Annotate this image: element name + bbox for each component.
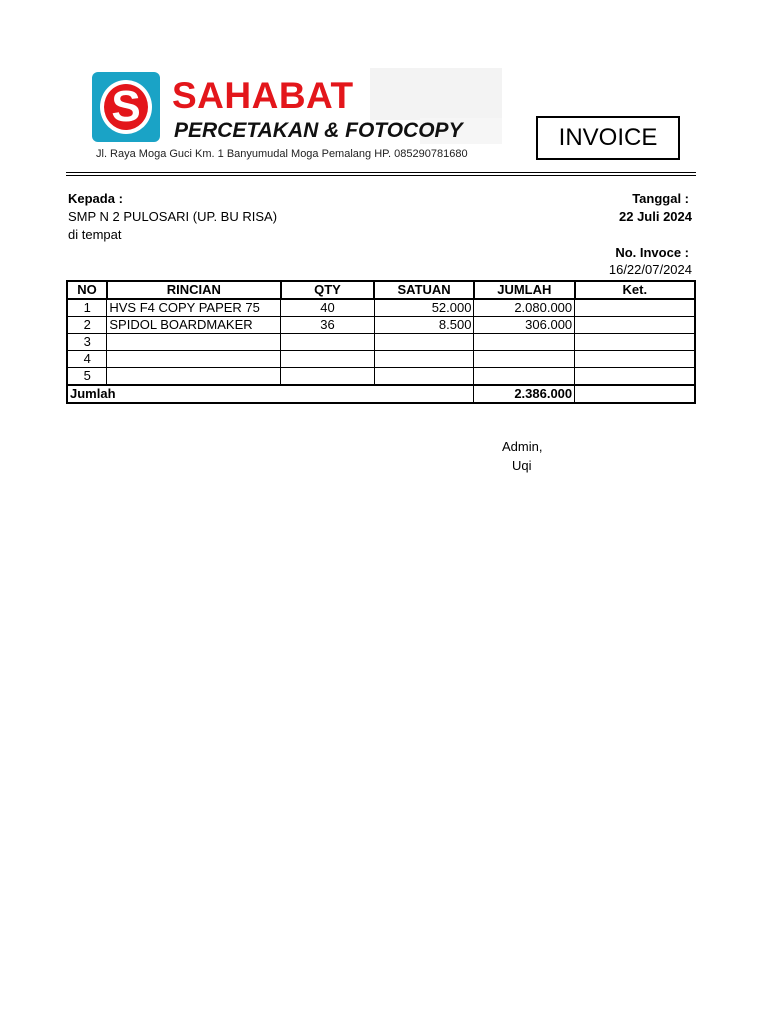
row-no: 2 <box>67 317 107 334</box>
table-row <box>67 368 695 386</box>
signature-name: Uqi <box>512 458 532 473</box>
recipient-name: SMP N 2 PULOSARI (UP. BU RISA) <box>68 209 278 224</box>
total-label: Jumlah <box>67 385 474 403</box>
column-header-jumlah: JUMLAH <box>474 281 575 299</box>
date-label: Tanggal : <box>632 191 689 206</box>
total-row <box>67 385 695 403</box>
row-note <box>575 317 695 334</box>
invoice-number: 16/22/07/2024 <box>608 262 692 277</box>
row-amount <box>474 334 575 351</box>
table-row <box>67 317 695 334</box>
letterhead-background <box>370 68 502 120</box>
brand-subtitle: PERCETAKAN & FOTOCOPY <box>174 119 463 142</box>
column-header-satuan: SATUAN <box>374 281 474 299</box>
row-qty <box>281 351 375 368</box>
row-note <box>575 351 695 368</box>
row-item <box>107 334 281 351</box>
row-no: 3 <box>67 334 107 351</box>
row-amount: 306.000 <box>474 317 575 334</box>
row-item: HVS F4 COPY PAPER 75 <box>107 299 281 317</box>
row-unit-price <box>374 334 474 351</box>
row-qty: 36 <box>281 317 375 334</box>
row-no: 1 <box>67 299 107 317</box>
invoice-table <box>66 280 696 404</box>
invoice-title: INVOICE <box>558 124 658 151</box>
row-unit-price <box>374 351 474 368</box>
row-unit-price: 8.500 <box>374 317 474 334</box>
recipient-place: di tempat <box>68 227 122 242</box>
column-header-no: NO <box>67 281 107 299</box>
row-qty <box>281 334 375 351</box>
brand-name: SAHABAT <box>172 75 354 116</box>
column-header-rincian: RINCIAN <box>107 281 281 299</box>
column-header-qty: QTY <box>281 281 375 299</box>
total-note <box>575 385 695 403</box>
row-note <box>575 368 695 386</box>
invoice-date: 22 Juli 2024 <box>619 209 692 224</box>
signature-role: Admin, <box>502 439 543 454</box>
recipient-label: Kepada : <box>68 191 123 206</box>
row-unit-price: 52.000 <box>374 299 474 317</box>
row-item: SPIDOL BOARDMAKER <box>107 317 281 334</box>
total-amount: 2.386.000 <box>474 385 575 403</box>
row-item <box>107 351 281 368</box>
header-divider <box>66 175 696 176</box>
column-header-ket: Ket. <box>575 281 695 299</box>
table-row <box>67 351 695 368</box>
row-note <box>575 299 695 317</box>
row-no: 4 <box>67 351 107 368</box>
row-unit-price <box>374 368 474 386</box>
table-row <box>67 299 695 317</box>
row-amount <box>474 351 575 368</box>
table-header-row <box>67 281 695 299</box>
table-row <box>67 334 695 351</box>
row-no: 5 <box>67 368 107 386</box>
company-address: Jl. Raya Moga Guci Km. 1 Banyumudal Moga Pemalang HP. 085290781680 <box>96 148 468 160</box>
header-divider <box>66 172 696 173</box>
row-item <box>107 368 281 386</box>
row-qty: 40 <box>281 299 375 317</box>
row-amount: 2.080.000 <box>474 299 575 317</box>
logo-letter: S <box>111 82 141 131</box>
invoice-number-label: No. Invoce : <box>615 245 689 260</box>
row-amount <box>474 368 575 386</box>
row-qty <box>281 368 375 386</box>
row-note <box>575 334 695 351</box>
